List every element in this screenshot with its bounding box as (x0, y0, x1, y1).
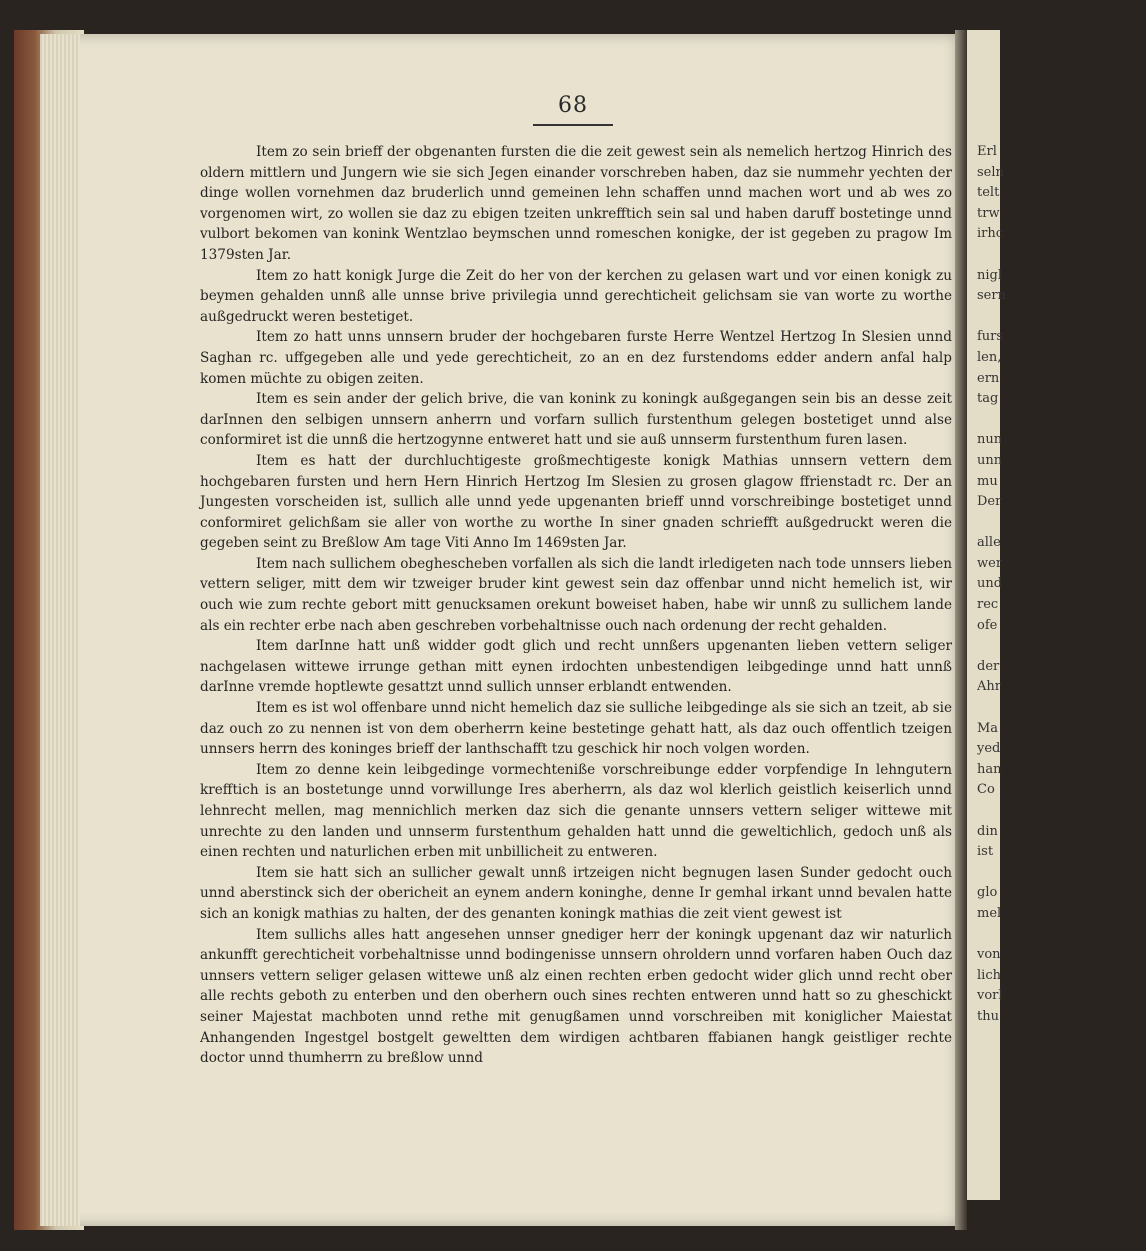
next-page-fragment (967, 925, 1000, 946)
next-page-fragment: von (977, 947, 1001, 963)
next-page-edge (967, 30, 1006, 1200)
next-page-fragment (967, 698, 1000, 719)
next-page-fragment: Der (977, 494, 1002, 510)
next-page-fragment: irhc (977, 226, 1004, 242)
next-page-fragment: unn (977, 452, 1003, 468)
next-page-fragment: glo (977, 885, 998, 901)
paragraph: Item es ist wol offenbare unnd nicht hemelich daz sie sulliche leibgedinge als sie sich an tzeit, ab sie daz ouch zo zu nennen ist von dem oberherrn keine bestetinge gehatt hatt, als daz ouch offentlich tzeigen unnsers herrn des koninges brieff der lanthschafft tzu geschick hir noch volgen worden. (200, 700, 952, 758)
next-page-fragment: Erl (977, 144, 997, 159)
next-page-fragment: din (977, 823, 998, 839)
next-page-fragment (967, 636, 1000, 657)
paragraph: Item es sein ander der gelich brive, die van konink zu koningk außgegangen sein bis an desse zeit darInnen den selbigen unnsern anherrn und vorfarn sullich furstenthum gelegen bostetiget unnd alse conformiret ist die unnß die hertzogynne entweret hatt und sie auß unnserm furstenthum furen lasen. (200, 391, 952, 449)
next-page-fragment: alle (977, 535, 1001, 551)
next-page-fragment: rec (977, 597, 999, 613)
paragraph: Item darInne hatt unß widder godt glich und recht unnßers upgenanten lieben vettern seliger nachgelasen wittewe irrunge gethan mitt eynen irdochten unbestendigen leibgedinge unnd hatt unnß darInne vremde hoptlewte gesattzt unnd sullich unnser erblandt entwenden. (200, 638, 952, 696)
page-text (200, 142, 952, 1069)
next-page-fragment (967, 245, 1000, 266)
next-page-fragment: telt (977, 185, 1000, 201)
next-page-fragment: der (977, 658, 1000, 674)
next-page-fragment (967, 863, 1000, 884)
paragraph: Item nach sullichem obeghescheben vorfallen als sich die landt irledigeten nach tode unnsers lieben vettern seliger, mitt dem wir tzweiger bruder kint gewest sein daz offenbar unnd nicht hemelich ist, wir ouch wie zum rechte gebort mitt genucksamen orekunt boweiset haben, habe wir unnß zu sullichem lande als ein rechter erbe nach aben geschreben vorbehaltnisse ouch nach ordenung der recht gehalden. (200, 555, 952, 634)
next-page-fragment: furs (977, 329, 1004, 345)
page-number-rule (533, 124, 613, 126)
next-page-fragment (967, 307, 1000, 328)
paragraph: Item zo hatt konigk Jurge die Zeit do her von der kerchen zu gelasen wart und vor einen konigk zu beymen gehalden unnß alle unnse brive privilegia unnd gerechticheit gelichsam sie van worte zu worthe außgedruckt weren bestetiget. (200, 267, 952, 325)
paragraph: Item zo sein brieff der obgenanten fursten die die zeit gewest sein als nemelich hertzog Hinrich des oldern mittlern und Jungern wie sie sich Jegen einander vorschreben haben, daz sie nummehr yechten der dinge wollen vornehmen daz bruderlich unnd gemeinen lehn schaffen unnd machen wort und ab wes zo vorgenomen wirt, zo wollen sie daz zu ebigen tzeiten unkrefftich sein sal und haben daruff bostetinge unnd vulbort bekomen van konink Wentzlao beymschen unnd romeschen konigke, der ist gegeben zu pragow Im 1379sten Jar. (200, 144, 952, 263)
next-page-fragment (967, 801, 1000, 822)
next-page-fragment: Co (977, 782, 995, 798)
next-page-fragment: vorl (977, 988, 1003, 1004)
next-page-fragment: Ma (977, 720, 999, 736)
paragraph: Item es hatt der durchluchtigeste großmechtigeste konigk Mathias unnsern vettern dem hochgebaren fursten und hern Hern Hinrich Hertzog Im Slesien zu grosen glagow ffrienstadt rc. Der an Jungesten vorscheiden ist, sullich alle unnd yede upgenanten brieff unnd vorschreibinge bostetiget unnd conformiret gelichßam sie aller von worthe zu worthe In siner gnaden schriefft außgedruckt weren die gegeben seint zu Breßlow Am tage Viti Anno Im 1469sten Jar. (200, 452, 952, 552)
page-number: 68 (558, 93, 588, 118)
next-page-fragment (967, 410, 1000, 431)
next-page-fragment: Ahr (977, 679, 1001, 695)
next-page-fragment: ofe (977, 617, 998, 633)
paragraph: Item sullichs alles hatt angesehen unnser gnediger herr der koningk upgenant daz wir naturlich ankunfft gerechticheit vorbehaltnisse unnd bodingenisse unnsern ohroldern unnd vorfaren haben Ouch daz unnsers vettern seliger gelasen wittewe unß alz einen rechten erben gedocht wider glich unnd recht ober alle rechts geboth zu enterben und den oberhern ouch sines rechten entweren unnd hatt so zu gheschickt seiner Majestat machboten unnd rethe mit genugßamen unnd vorschreiben mit koniglicher Maiestat Anhangenden Ingestgel bostgelt geweltten dem wirdigen achtbaren ffabianen hangk geistliger rechte doctor unnd thumherrn zu breßlow unnd (200, 926, 952, 1067)
paragraph: Item zo hatt unns unnsern bruder der hochgebaren furste Herre Wentzel Hertzog In Slesien unnd Saghan rc. uffgegeben alle und yede gerechticheit, zo an en dez furstendoms edder andern anfal halp komen müchte zu obigen zeiten. (200, 329, 952, 387)
next-page-fragment: und (977, 576, 1003, 592)
next-page-fragment: nigl (977, 267, 1003, 283)
next-page-fragment: ern (977, 370, 1000, 386)
next-page-fragment (967, 513, 1000, 534)
next-page-fragment: han (977, 761, 1002, 777)
next-page-fragment: thu (977, 1008, 999, 1024)
next-page-fragment: mu (977, 473, 998, 489)
next-page-fragment: sern (977, 288, 1006, 304)
next-page-fragment: yed (977, 741, 1001, 757)
next-page-fragment: ist (977, 844, 994, 860)
next-page-fragment: mel (977, 905, 1002, 921)
next-page-fragment: trw (977, 205, 1000, 221)
book-gutter (955, 30, 967, 1230)
next-page-fragment: wer (977, 555, 1003, 571)
next-page-fragment: len, (977, 349, 1002, 365)
next-page-fragment: lich (977, 967, 1001, 983)
paragraph: Item sie hatt sich an sullicher gewalt unnß irtzeigen nicht begnugen lasen Sunder gedocht ouch unnd aberstinck sich der obericheit an eynem andern koninghe, denne Ir gemhal irkant unnd bevalen hatte sich an konigk mathias zu halten, der des genanten koningk mathias die zeit vient gewest ist (200, 864, 952, 922)
next-page-fragment: tag (977, 391, 999, 407)
next-page-fragment: nun (977, 432, 1003, 448)
page-stack-edge (40, 34, 80, 1226)
next-page-fragment: seln (977, 164, 1004, 180)
paragraph: Item zo denne kein leibgedinge vormechteniße vorschreibunge edder vorpfendige In lehngutern krefftich is an bostetunge unnd vorwillunge Ires aberherrn, als daz wol klerlich geistlich keiserlich unnd lehnrecht mellen, mag mennichlich merken daz sich die genante unnsers vettern seliger wittewe mit unrechte zu den landen und unnserm furstenthum gehalden hatt unnd die geweltichlich, gedoch unß als einen rechten und naturlichen erben mit unbillicheit zu entweren. (200, 761, 952, 861)
